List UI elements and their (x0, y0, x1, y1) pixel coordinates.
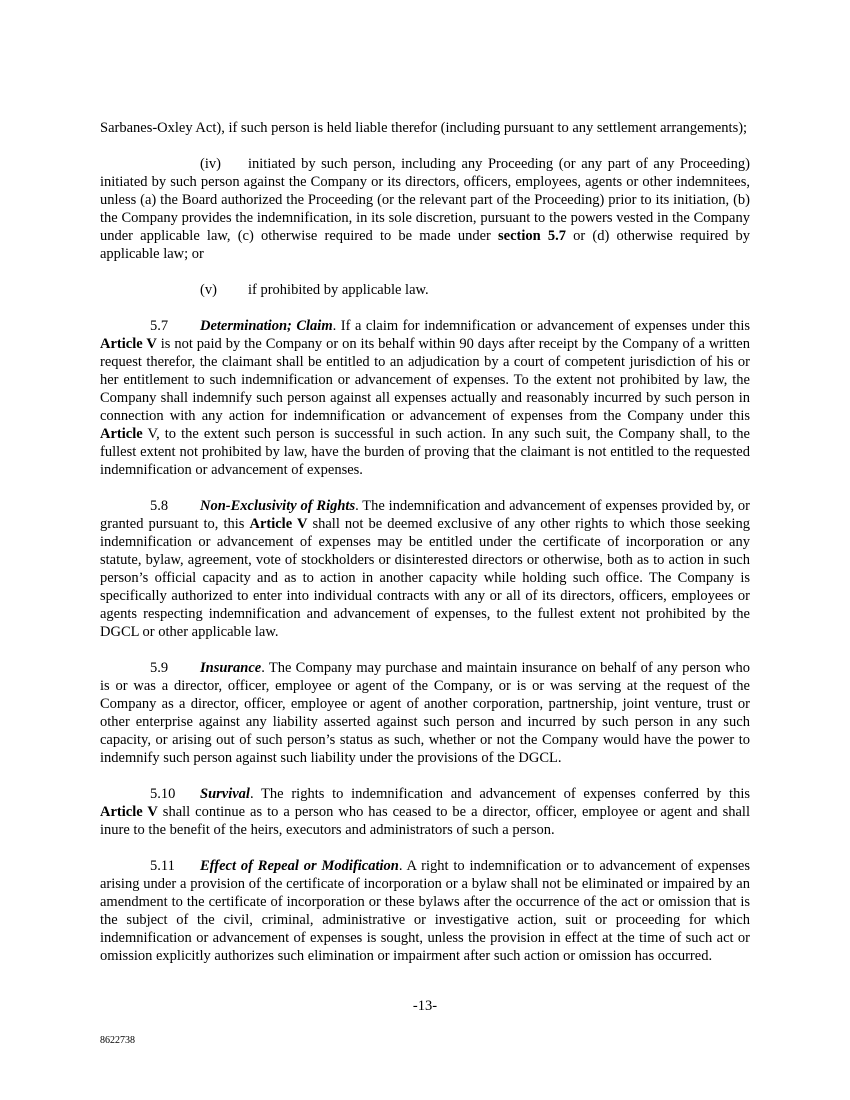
clause-iv-text-b: or (d) otherwise required by applicable law; or (100, 228, 750, 262)
clause-iv (100, 155, 750, 263)
continuation-text: Sarbanes-Oxley Act), if such person is held liable therefor (including pursuant to any settlement arrangements); (100, 120, 748, 136)
section-5-10-number: 5.10 (150, 786, 176, 802)
clause-iv-number: (iv) (200, 156, 221, 172)
section-5-11-heading: Effect of Repeal or Modification (200, 858, 399, 874)
section-5-7-text-2: is not paid by the Company or on its behalf within 90 days after receipt by the Company of a written request therefor, the claimant shall be entitled to an adjudication by a court of competent jurisdiction of his or her entitlement to such indemnification or advancement of expenses. To the extent not prohibited by law, the Company shall indemnify such person against all expenses actually and reasonably incurred by such person in connection with any action for indemnification or advancement of expenses from the Company under this (100, 336, 750, 424)
clause-v-number: (v) (200, 282, 217, 298)
section-5-8-number: 5.8 (150, 498, 169, 514)
section-5-9-text: . The Company may purchase and maintain insurance on behalf of any person who is or was a director, officer, employee or agent of the Company, or is or was serving at the request of the Company as a director, officer, employee or agent of another corporation, partnership, joint venture, trust or other enterprise against any liability asserted against such person and incurred by such person in any such capacity, or arising out of such person’s status as such, whether or not the Company would have the power to indemnify such person against such liability under the provisions of the DGCL. (100, 660, 750, 766)
section-5-8-article-ref: Article V (249, 516, 308, 532)
section-5-10-text-1: . The rights to indemnification and advancement of expenses conferred by this (249, 786, 750, 802)
continuation-paragraph (100, 119, 750, 137)
section-5-11-number: 5.11 (150, 858, 175, 874)
section-5-8-text-2: shall not be deemed exclusive of any other rights to which those seeking indemnification or advancement of expenses may be entitled under the certificate of incorporation or any statute, bylaw, agreement, vote of stockholders or disinterested directors or otherwise, both as to action in such person’s official capacity and as to action in another capacity while holding such office. The Company is specifically authorized to enter into individual contracts with any or all of its directors, officers, employees or agents respecting indemnification and advancement of expenses, to the fullest extent not prohibited by the DGCL or other applicable law. (100, 516, 750, 640)
section-5-7-article-ref-1: Article V (100, 336, 157, 352)
document-body (100, 119, 750, 983)
section-5-10 (100, 785, 750, 839)
section-5-8-heading: Non-Exclusivity of Rights (200, 498, 356, 514)
section-5-8-text-1: . The indemnification and advancement of expenses provided by, or granted pursuant to, this (100, 498, 750, 532)
clause-v-text: if prohibited by applicable law. (248, 282, 429, 298)
section-5-7 (100, 317, 750, 479)
section-5-10-article-ref: Article V (100, 804, 158, 820)
clause-iv-section-ref: section 5.7 (498, 228, 566, 244)
clause-v (100, 281, 750, 299)
section-5-9 (100, 659, 750, 767)
section-5-11-text: . A right to indemnification or to advancement of expenses arising under a provision of the certificate of incorporation or a bylaw shall not be eliminated or impaired by an amendment to the certificate of incorporation or these bylaws after the occurrence of the act or omission that is the subject of the civil, criminal, administrative or investigative action, suit or proceeding for which indemnification or advancement of expenses is sought, unless the provision in effect at the time of such act or omission explicitly authorizes such elimination or impairment after such action or omission has occurred. (100, 858, 750, 964)
section-5-7-article-ref-2: Article (100, 426, 143, 442)
section-5-7-text-1: . If a claim for indemnification or advancement of expenses under this (332, 318, 751, 334)
page-number: -13- (412, 998, 438, 1014)
section-5-11 (100, 857, 750, 965)
section-5-7-text-3: V, to the extent such person is successful in such action. In any such suit, the Company shall, to the fullest extent not prohibited by law, have the burden of proving that the claimant is not entitled to the requested indemnification or advancement of expenses. (100, 426, 750, 478)
section-5-7-heading: Determination; Claim (200, 318, 333, 334)
section-5-10-text-2: shall continue as to a person who has ceased to be a director, officer, employee or agent and shall inure to the benefit of the heirs, executors and administrators of such a person. (100, 804, 750, 838)
section-5-10-heading: Survival (200, 786, 250, 802)
section-5-9-number: 5.9 (150, 660, 169, 676)
clause-iv-text-a: initiated by such person, including any Proceeding (or any part of any Proceeding) initiated by such person against the Company or its directors, officers, employees, agents or other indemnitees, unless (a) the Board authorized the Proceeding (or the relevant part of the Proceeding) prior to its initiation, (b) the Company provides the indemnification, in its sole discretion, pursuant to the powers vested in the Company under applicable law, (c) otherwise required to be made under (100, 156, 750, 244)
section-5-7-number: 5.7 (150, 318, 169, 334)
document-id: 8622738 (100, 1035, 135, 1046)
section-5-8 (100, 497, 750, 641)
section-5-9-heading: Insurance (200, 660, 262, 676)
